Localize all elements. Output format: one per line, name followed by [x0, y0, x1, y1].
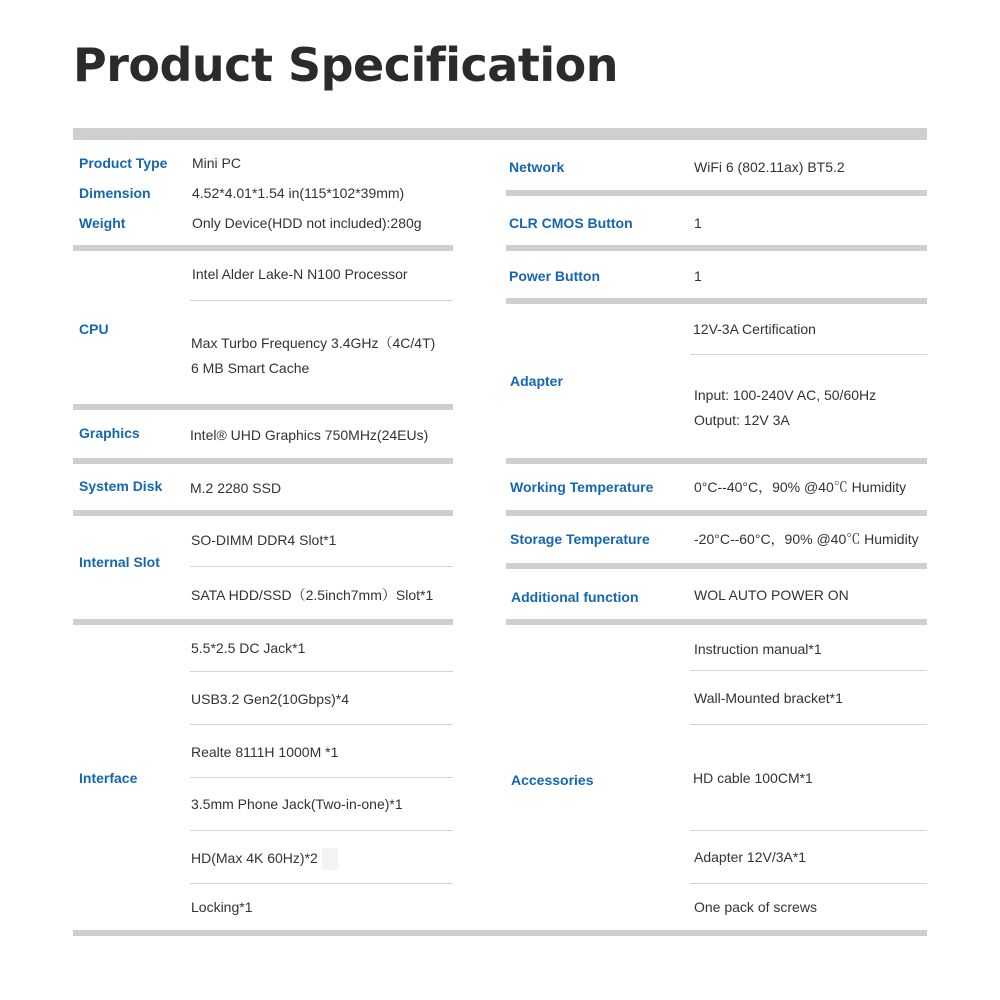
spec-label: System Disk [79, 478, 163, 494]
spec-value: SATA HDD/SSD（2.5inch7mm）Slot*1 [191, 587, 434, 603]
row-divider [73, 510, 453, 516]
row-divider [506, 563, 927, 569]
spec-value: 6 MB Smart Cache [191, 360, 310, 376]
sub-divider [190, 883, 453, 884]
spec-value: 1 [694, 268, 702, 284]
spec-value: Adapter 12V/3A*1 [694, 849, 807, 865]
watermark-block [322, 848, 338, 870]
spec-value: Intel Alder Lake-N N100 Processor [192, 266, 408, 282]
sub-divider [190, 300, 453, 301]
spec-value: HD cable 100CM*1 [693, 770, 813, 786]
spec-value: 5.5*2.5 DC Jack*1 [191, 640, 306, 656]
row-divider [73, 458, 453, 464]
spec-label: Internal Slot [79, 554, 160, 570]
sub-divider [190, 830, 453, 831]
row-divider [73, 404, 453, 410]
spec-label: Network [509, 159, 565, 175]
sub-divider [190, 566, 453, 567]
top-divider [73, 128, 927, 140]
row-divider [73, 619, 453, 625]
spec-value: Max Turbo Frequency 3.4GHz（4C/4T) [191, 335, 436, 351]
spec-value: One pack of screws [694, 899, 817, 915]
spec-label: Adapter [510, 373, 563, 389]
spec-value: 1 [694, 215, 702, 231]
sub-divider [690, 354, 927, 355]
spec-label: Working Temperature [510, 479, 654, 495]
sub-divider [190, 724, 453, 725]
spec-value: Realte 8111H 1000M *1 [191, 744, 339, 760]
sub-divider [690, 670, 927, 671]
sub-divider [190, 777, 453, 778]
spec-value: Wall-Mounted bracket*1 [694, 690, 843, 706]
bottom-divider [73, 930, 927, 936]
spec-label: CPU [79, 321, 109, 337]
spec-label: Additional function [511, 589, 639, 605]
spec-value: WOL AUTO POWER ON [694, 587, 849, 603]
row-divider [506, 298, 927, 304]
sub-divider [190, 671, 453, 672]
spec-value: WiFi 6 (802.11ax) BT5.2 [694, 159, 845, 175]
spec-value: Mini PC [192, 155, 242, 171]
spec-label: Dimension [79, 185, 151, 201]
spec-label: Power Button [509, 268, 600, 284]
row-divider [506, 245, 927, 251]
spec-value: M.2 2280 SSD [190, 480, 282, 496]
spec-value: USB3.2 Gen2(10Gbps)*4 [191, 691, 349, 707]
spec-label: Product Type [79, 155, 168, 171]
spec-value: HD(Max 4K 60Hz)*2 [191, 850, 318, 866]
sub-divider [690, 830, 927, 831]
spec-label: Graphics [79, 425, 140, 441]
sub-divider [690, 724, 927, 725]
row-divider [506, 510, 927, 516]
spec-value: Intel® UHD Graphics 750MHz(24EUs) [190, 427, 429, 443]
spec-value: -20°C--60°C，90% @40℃ Humidity [694, 531, 919, 547]
spec-value: Input: 100-240V AC, 50/60Hz [694, 387, 877, 403]
spec-value: Output: 12V 3A [694, 412, 790, 428]
spec-value: 12V-3A Certification [693, 321, 816, 337]
spec-label: CLR CMOS Button [509, 215, 633, 231]
spec-label: Accessories [511, 772, 594, 788]
spec-value: Instruction manual*1 [694, 641, 822, 657]
sub-divider [690, 883, 927, 884]
spec-value: 0°C--40°C，90% @40℃ Humidity [694, 479, 907, 495]
spec-value: Locking*1 [191, 899, 253, 915]
spec-label: Weight [79, 215, 126, 231]
spec-value: SO-DIMM DDR4 Slot*1 [191, 532, 337, 548]
row-divider [506, 458, 927, 464]
row-divider [506, 619, 927, 625]
row-divider [73, 245, 453, 251]
page-title: Product Specification [73, 38, 618, 92]
spec-label: Interface [79, 770, 138, 786]
spec-value: Only Device(HDD not included):280g [192, 215, 422, 231]
spec-value: 4.52*4.01*1.54 in(115*102*39mm) [192, 185, 405, 201]
spec-label: Storage Temperature [510, 531, 650, 547]
spec-value: 3.5mm Phone Jack(Two-in-one)*1 [191, 796, 403, 812]
row-divider [506, 190, 927, 196]
